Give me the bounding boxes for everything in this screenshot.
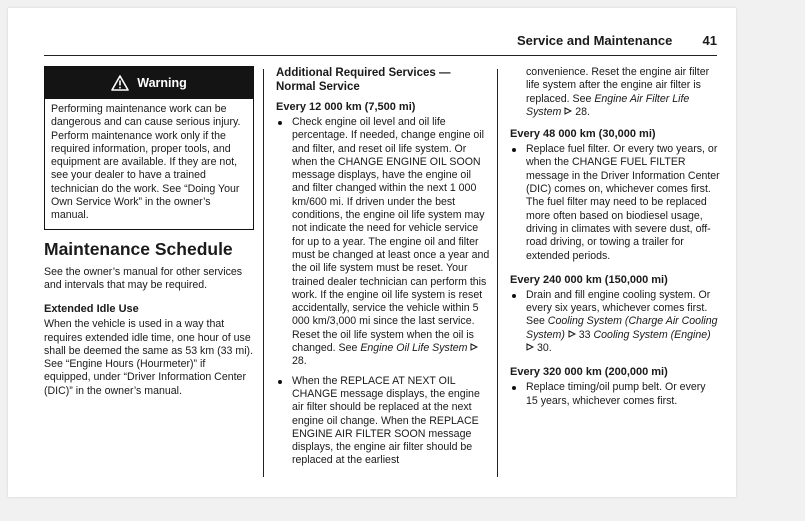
service-list [510,381,720,408]
page-header [44,33,717,55]
fuel-filter-text: Replace fuel filter. Or every two years, or when the CHANGE FUEL FILTER message in the Driver Information Center (DIC) comes on, whichever comes first. The fuel filter may need to be replaced more often based on biodiesel usage, driving in climates with severe dust, off-road driving, or towing a trailer for extended periods. [526,143,720,262]
air-filter-text: When the REPLACE AT NEXT OIL CHANGE message displays, the engine air filter should be replaced at the next engine oil change. When the REPLACE ENGINE AIR FILTER SOON message displays, the engine air filter should be replaced at the earliest [292,374,480,467]
list-item [510,143,720,263]
arrow-right-icon [470,343,478,351]
heading-line-2: Normal Service [276,81,360,93]
warning-box [44,66,254,230]
engine-cooling-reference[interactable]: Cooling System (Engine) [593,328,711,341]
continuation-paragraph [510,66,720,119]
section-title: Service and Maintenance [517,33,673,48]
list-item [276,116,491,369]
air-filter-life-reference[interactable]: Engine Air Filter Life System [526,92,690,118]
column-left [44,66,254,398]
warning-title: Warning [137,76,187,90]
cooling-text: Drain and fill engine cooling system. Or every six years, whichever comes first. See [526,288,711,328]
page-reference: 28. [292,355,307,368]
arrow-right-icon [526,343,534,351]
extended-idle-text: When the vehicle is used in a way that requires extended idle time, one hour of use shall be deemed the same as 53 km (33 mi). See “Engine Hours (Hourmeter)” if equipped, under “Driver Information Center (DIC)” in the owner’s manual. [44,318,254,397]
maintenance-schedule-heading: Maintenance Schedule [44,238,233,259]
interval-heading-48000: Every 48 000 km (30,000 mi) [510,128,656,141]
column-divider [263,69,264,477]
charge-air-cooling-reference[interactable]: Cooling System (Charge Air Cooling System) [526,315,718,341]
page-reference: 33 [578,328,591,341]
page-number: 41 [702,33,717,48]
warning-text: Performing maintenance work can be dangerous and can cause serious injury. Perform maintenance work only if the required information, proper tools, and equipment are available. If they are not, see your dealer to have a trained technician do the work. See “Doing Your Own Service Work” in the owner’s manual. [51,103,241,222]
interval-heading-240000: Every 240 000 km (150,000 mi) [510,273,668,286]
column-divider [497,69,498,477]
extended-idle-heading: Extended Idle Use [44,303,139,316]
schedule-intro: See the owner’s manual for other services and intervals that may be required. [44,265,243,291]
page-reference: 30. [536,342,552,355]
service-list [510,289,720,355]
column-middle [276,66,491,474]
warning-header [45,67,253,99]
heading-line-1: Additional Required Services — [276,67,451,79]
service-list [276,116,491,468]
column-right [510,66,720,414]
warning-triangle-icon [111,75,129,91]
page-reference: 28. [575,105,590,118]
service-list [510,143,720,263]
interval-heading-12000: Every 12 000 km (7,500 mi) [276,101,416,113]
arrow-right-icon [564,107,572,115]
header-rule [44,55,717,56]
additional-services-heading [276,66,491,94]
oil-service-text: Check engine oil level and oil life percentage. If needed, change engine oil and filter, and reset oil life system. Or when the CHANGE ENGINE OIL SOON message displays, have the engine oil and filter changed within the next 1 000 km/600 mi. If driven under the best conditions, the engine oil life system may not indicate the need for vehicle service for up to a year. The engine oil and filter must be changed at least once a year and the oil life system must be reset. Your trained dealer technician can perform this work. If the engine oil life system is reset accidentally, service the vehicle within 5 000 km/3,000 mi since the last service. Reset the oil life system when the oil is changed. See [292,116,490,355]
list-item [276,375,491,468]
continuation-text: convenience. Reset the engine air filter life system after the engine air filter is replaced. See [526,66,710,105]
arrow-right-icon [568,330,576,338]
list-item [510,381,720,408]
list-item [510,289,720,355]
interval-heading-320000: Every 320 000 km (200,000 mi) [510,366,668,379]
timing-belt-text: Replace timing/oil pump belt. Or every 15 years, whichever comes first. [526,381,706,407]
oil-life-reference[interactable]: Engine Oil Life System [360,342,468,355]
